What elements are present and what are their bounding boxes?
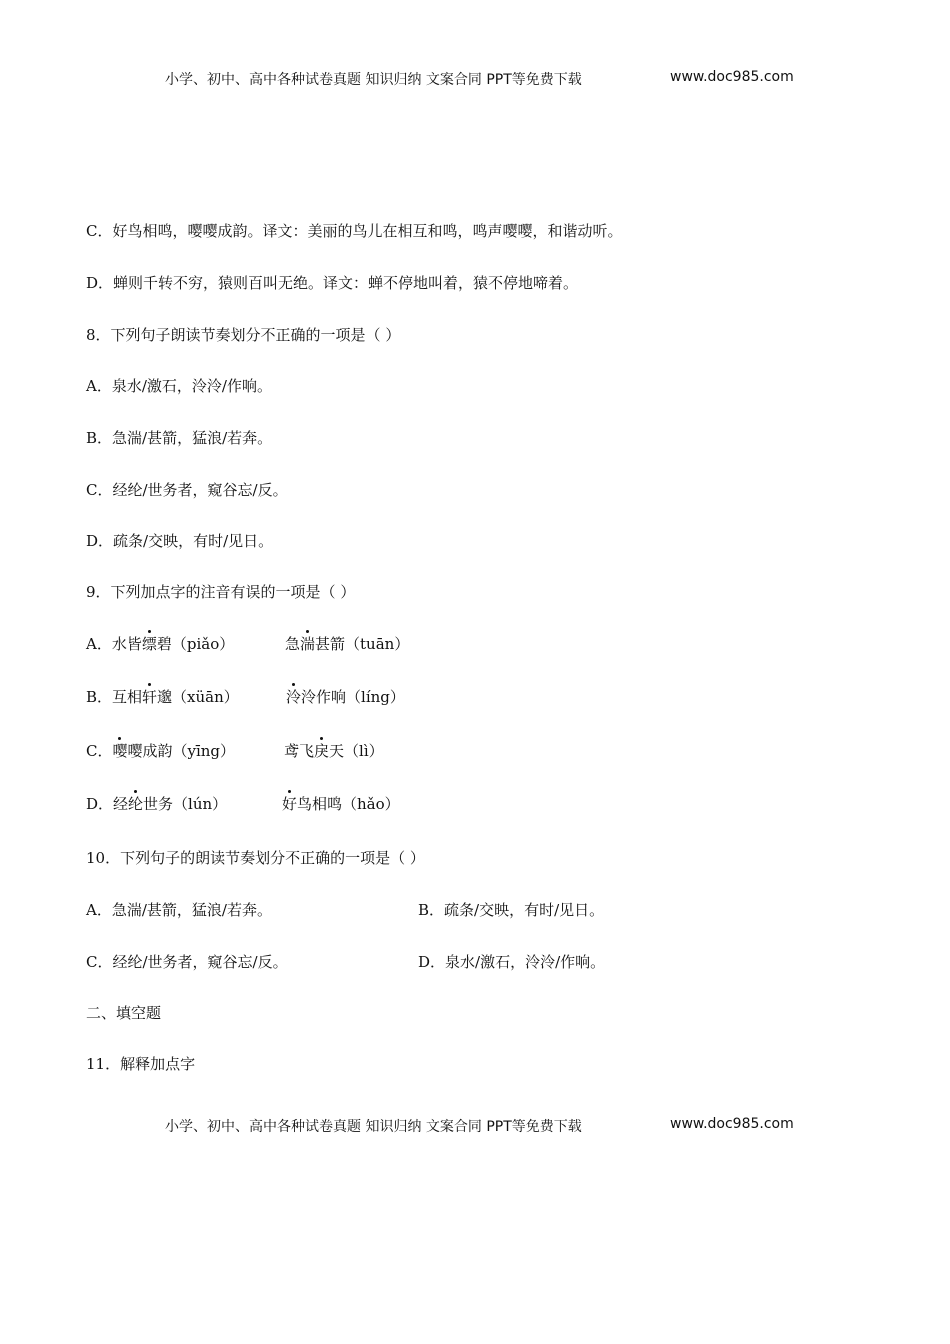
q8-option-b: B．急湍/甚箭，猛浪/若奔。: [86, 429, 273, 447]
header-url: www.doc985.com: [670, 69, 794, 85]
dotted-char: 纶: [128, 795, 144, 813]
q9-b-right: 泠泠作响（líng）: [286, 688, 405, 706]
q7-option-d: D．蝉则千转不穷，猿则百叫无绝。译文：蝉不停地叫着，猿不停地啼着。: [86, 274, 579, 292]
q9-a-left: A．水皆缥碧（piǎo）: [86, 635, 235, 653]
dotted-char: 轩: [142, 688, 158, 706]
q10-option-c: C．经纶/世务者，窥谷忘/反。: [86, 953, 288, 971]
footer-url: www.doc985.com: [670, 1116, 794, 1132]
section-title-fill-blank: 二、填空题: [86, 1004, 162, 1022]
q8-stem: 8．下列句子朗读节奏划分不正确的一项是（ ）: [86, 326, 401, 344]
q7-option-c: C．好鸟相鸣，嘤嘤成韵。译文：美丽的鸟儿在相互和鸣，鸣声嘤嘤，和谐动听。: [86, 222, 623, 240]
dotted-char: 缥: [141, 635, 157, 653]
dotted-char: 戾: [314, 742, 330, 760]
q10-stem: 10．下列句子的朗读节奏划分不正确的一项是（ ）: [86, 849, 425, 867]
q11-stem: 11．解释加点字: [86, 1055, 196, 1073]
q9-c-right: 鸢飞戾天（lì）: [284, 742, 384, 760]
dotted-char: 湍: [300, 635, 316, 653]
q8-option-a: A．泉水/激石，泠泠/作响。: [86, 377, 272, 395]
q8-option-d: D．疏条/交映，有时/见日。: [86, 532, 274, 550]
dotted-char: 嘤: [112, 742, 128, 760]
q8-option-c: C．经纶/世务者，窥谷忘/反。: [86, 481, 288, 499]
q9-a-right: 急湍甚箭（tuān）: [285, 635, 410, 653]
q9-b-left: B．互相轩邈（xüān）: [86, 688, 239, 706]
dotted-char: 泠: [286, 688, 302, 706]
q9-stem: 9．下列加点字的注音有误的一项是（ ）: [86, 583, 356, 601]
dotted-char: 好: [282, 795, 298, 813]
q10-option-d: D．泉水/激石，泠泠/作响。: [418, 953, 606, 971]
q9-d-left: D．经纶世务（lún）: [86, 795, 228, 813]
q9-c-left: C．嘤嘤成韵（yīng）: [86, 742, 236, 760]
page-footer: [0, 1116, 950, 1138]
page-header: [0, 69, 950, 91]
header-text: 小学、初中、高中各种试卷真题 知识归纳 文案合同 PPT等免费下载: [165, 72, 582, 88]
q10-option-b: B．疏条/交映，有时/见日。: [418, 901, 605, 919]
q10-option-a: A．急湍/甚箭，猛浪/若奔。: [86, 901, 272, 919]
footer-text: 小学、初中、高中各种试卷真题 知识归纳 文案合同 PPT等免费下载: [165, 1119, 582, 1135]
q9-d-right: 好鸟相鸣（hǎo）: [282, 795, 400, 813]
